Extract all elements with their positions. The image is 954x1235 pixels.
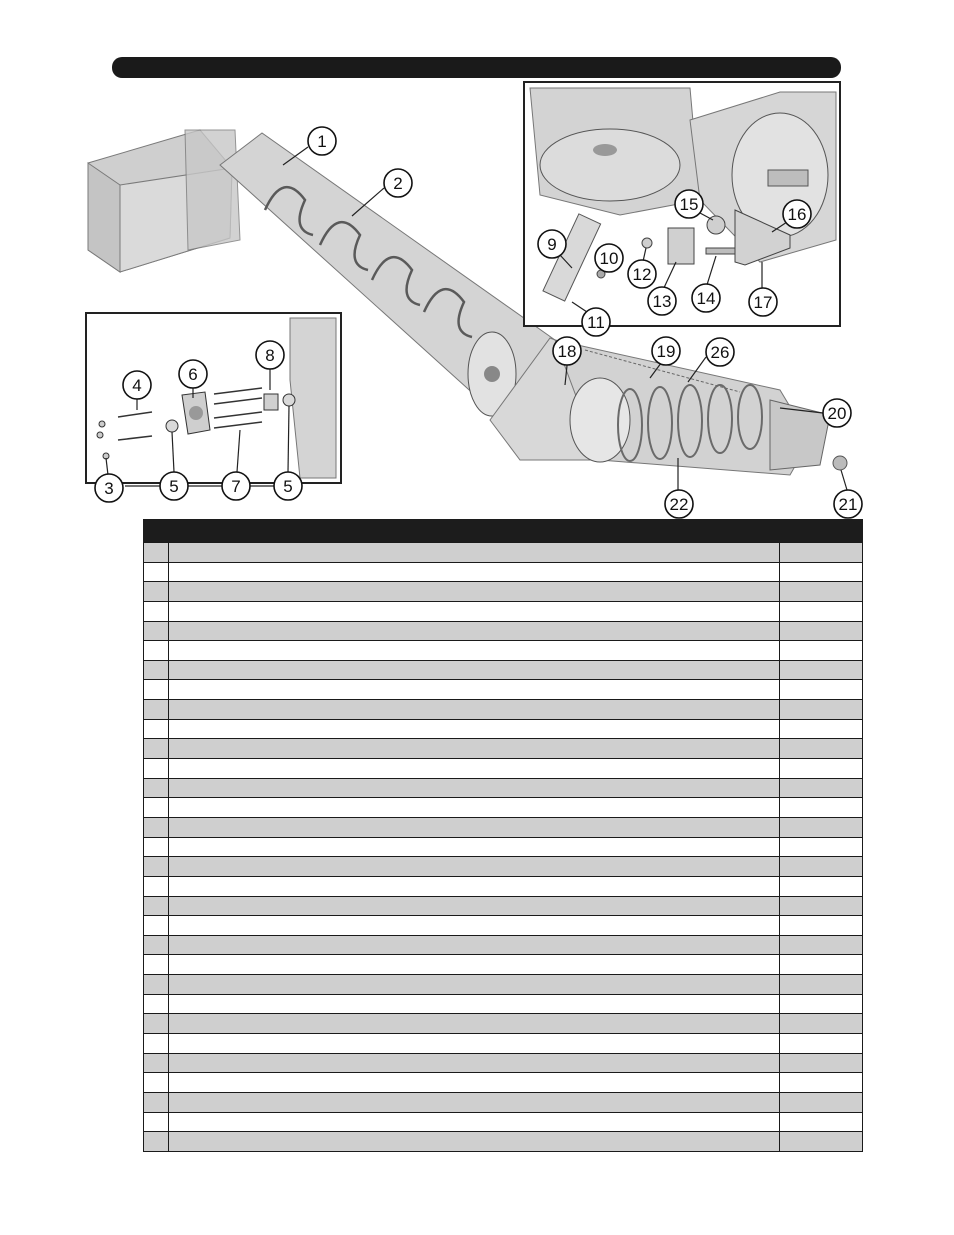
description-cell (169, 1132, 780, 1152)
svg-text:14: 14 (696, 289, 716, 308)
quantity-cell (780, 837, 863, 857)
table-row (144, 994, 863, 1014)
description-cell (169, 1053, 780, 1073)
svg-text:19: 19 (656, 342, 676, 361)
quantity-cell (780, 1132, 863, 1152)
description-cell (169, 1034, 780, 1054)
description-cell (169, 719, 780, 739)
part-number-cell (144, 994, 169, 1014)
description-cell (169, 896, 780, 916)
callout-8 (256, 341, 284, 369)
table-row (144, 798, 863, 818)
svg-text:17: 17 (753, 293, 773, 312)
svg-text:5: 5 (283, 477, 293, 496)
part-number-cell (144, 1112, 169, 1132)
description-cell (169, 543, 780, 563)
table-row (144, 759, 863, 779)
callout-18 (553, 337, 581, 365)
svg-text:3: 3 (104, 479, 114, 498)
svg-text:10: 10 (599, 249, 619, 268)
table-row (144, 1034, 863, 1054)
description-cell (169, 994, 780, 1014)
part-number-cell (144, 582, 169, 602)
part-number-cell (144, 719, 169, 739)
part-number-cell (144, 739, 169, 759)
hopper (88, 130, 240, 272)
table-row (144, 680, 863, 700)
quantity-cell (780, 621, 863, 641)
svg-text:21: 21 (838, 495, 858, 514)
parts-table (143, 542, 863, 1152)
quantity-cell (780, 739, 863, 759)
part-number-cell (144, 916, 169, 936)
part-number-cell (144, 817, 169, 837)
svg-text:7: 7 (231, 477, 241, 496)
part-number-cell (144, 1034, 169, 1054)
quantity-cell (780, 1034, 863, 1054)
part-number-cell (144, 759, 169, 779)
part-number-cell (144, 1132, 169, 1152)
part-number-cell (144, 680, 169, 700)
callout-13 (648, 287, 676, 315)
quantity-cell (780, 817, 863, 837)
quantity-cell (780, 1014, 863, 1034)
quantity-cell (780, 896, 863, 916)
description-cell (169, 955, 780, 975)
quantity-cell (780, 1112, 863, 1132)
part-number-cell (144, 955, 169, 975)
description-cell (169, 582, 780, 602)
description-cell (169, 739, 780, 759)
svg-text:8: 8 (265, 346, 275, 365)
description-cell (169, 916, 780, 936)
part-number-cell (144, 1053, 169, 1073)
table-row (144, 660, 863, 680)
svg-text:22: 22 (669, 495, 689, 514)
callout-3 (95, 474, 123, 502)
table-row (144, 1092, 863, 1112)
table-row (144, 916, 863, 936)
table-row (144, 739, 863, 759)
quantity-cell (780, 857, 863, 877)
part-number-cell (144, 1073, 169, 1093)
svg-text:5: 5 (169, 477, 179, 496)
part-number-cell (144, 798, 169, 818)
callout-15 (675, 190, 703, 218)
callout-17 (749, 288, 777, 316)
quantity-cell (780, 700, 863, 720)
table-row (144, 719, 863, 739)
description-cell (169, 1112, 780, 1132)
quantity-cell (780, 582, 863, 602)
table-row (144, 1132, 863, 1152)
callout-2 (384, 169, 412, 197)
quantity-cell (780, 935, 863, 955)
description-cell (169, 837, 780, 857)
table-row (144, 601, 863, 621)
table-row (144, 955, 863, 975)
quantity-cell (780, 1092, 863, 1112)
quantity-cell (780, 778, 863, 798)
svg-text:15: 15 (679, 195, 699, 214)
table-row (144, 817, 863, 837)
table-row (144, 896, 863, 916)
part-number-cell (144, 641, 169, 661)
description-cell (169, 562, 780, 582)
quantity-cell (780, 562, 863, 582)
table-row (144, 837, 863, 857)
callout-9 (538, 230, 566, 258)
description-cell (169, 641, 780, 661)
description-cell (169, 778, 780, 798)
part-number-cell (144, 778, 169, 798)
quantity-cell (780, 975, 863, 995)
description-cell (169, 857, 780, 877)
description-cell (169, 601, 780, 621)
callout-26 (706, 338, 734, 366)
table-row (144, 641, 863, 661)
quantity-cell (780, 641, 863, 661)
part-number-cell (144, 975, 169, 995)
quantity-cell (780, 916, 863, 936)
table-row (144, 935, 863, 955)
table-row (144, 700, 863, 720)
svg-text:1: 1 (317, 132, 327, 151)
callout-20 (823, 399, 851, 427)
description-cell (169, 621, 780, 641)
part-number-cell (144, 562, 169, 582)
callout-22 (665, 490, 693, 518)
callout-1 (308, 127, 336, 155)
description-cell (169, 1073, 780, 1093)
table-row (144, 1053, 863, 1073)
part-number-cell (144, 601, 169, 621)
svg-text:16: 16 (787, 205, 807, 224)
quantity-cell (780, 660, 863, 680)
table-row (144, 975, 863, 995)
part-number-cell (144, 700, 169, 720)
table-row (144, 562, 863, 582)
svg-text:9: 9 (547, 235, 557, 254)
callout-21 (834, 490, 862, 518)
table-row (144, 621, 863, 641)
inset-bearing (86, 313, 341, 483)
svg-text:18: 18 (557, 342, 577, 361)
description-cell (169, 817, 780, 837)
quantity-cell (780, 719, 863, 739)
description-cell (169, 1014, 780, 1034)
quantity-cell (780, 994, 863, 1014)
part-number-cell (144, 543, 169, 563)
parts-list (143, 519, 863, 1152)
svg-text:13: 13 (652, 292, 672, 311)
part-number-cell (144, 876, 169, 896)
description-cell (169, 700, 780, 720)
part-number-cell (144, 935, 169, 955)
quantity-cell (780, 601, 863, 621)
part-number-cell (144, 1014, 169, 1034)
callout-10 (595, 244, 623, 272)
callout-5b (274, 472, 302, 500)
quantity-cell (780, 680, 863, 700)
exploded-parts-diagram (0, 0, 954, 520)
callout-7 (222, 472, 250, 500)
callout-14 (692, 284, 720, 312)
callout-4 (123, 371, 151, 399)
description-cell (169, 975, 780, 995)
callout-5a (160, 472, 188, 500)
table-row (144, 1073, 863, 1093)
part-number-cell (144, 837, 169, 857)
quantity-cell (780, 759, 863, 779)
table-row (144, 1112, 863, 1132)
callout-12 (628, 260, 656, 288)
quantity-cell (780, 798, 863, 818)
part-number-cell (144, 621, 169, 641)
table-row (144, 876, 863, 896)
svg-text:12: 12 (632, 265, 652, 284)
quantity-cell (780, 1073, 863, 1093)
callout-16 (783, 200, 811, 228)
part-number-cell (144, 660, 169, 680)
parts-table-header (143, 519, 863, 542)
description-cell (169, 660, 780, 680)
description-cell (169, 759, 780, 779)
callout-6 (179, 360, 207, 388)
quantity-cell (780, 1053, 863, 1073)
table-row (144, 582, 863, 602)
description-cell (169, 680, 780, 700)
description-cell (169, 1092, 780, 1112)
quantity-cell (780, 955, 863, 975)
description-cell (169, 798, 780, 818)
part-number-cell (144, 857, 169, 877)
svg-text:11: 11 (587, 313, 605, 332)
parts-table-body (144, 543, 863, 1152)
table-row (144, 543, 863, 563)
callout-11 (582, 308, 610, 336)
callout-19 (652, 337, 680, 365)
quantity-cell (780, 876, 863, 896)
svg-text:4: 4 (132, 376, 142, 395)
svg-text:2: 2 (393, 174, 403, 193)
description-cell (169, 935, 780, 955)
quantity-cell (780, 543, 863, 563)
part-number-cell (144, 896, 169, 916)
part-number-cell (144, 1092, 169, 1112)
description-cell (169, 876, 780, 896)
table-row (144, 857, 863, 877)
table-row (144, 1014, 863, 1034)
svg-text:20: 20 (827, 404, 847, 423)
svg-text:26: 26 (710, 343, 730, 362)
svg-text:6: 6 (188, 365, 198, 384)
table-row (144, 778, 863, 798)
